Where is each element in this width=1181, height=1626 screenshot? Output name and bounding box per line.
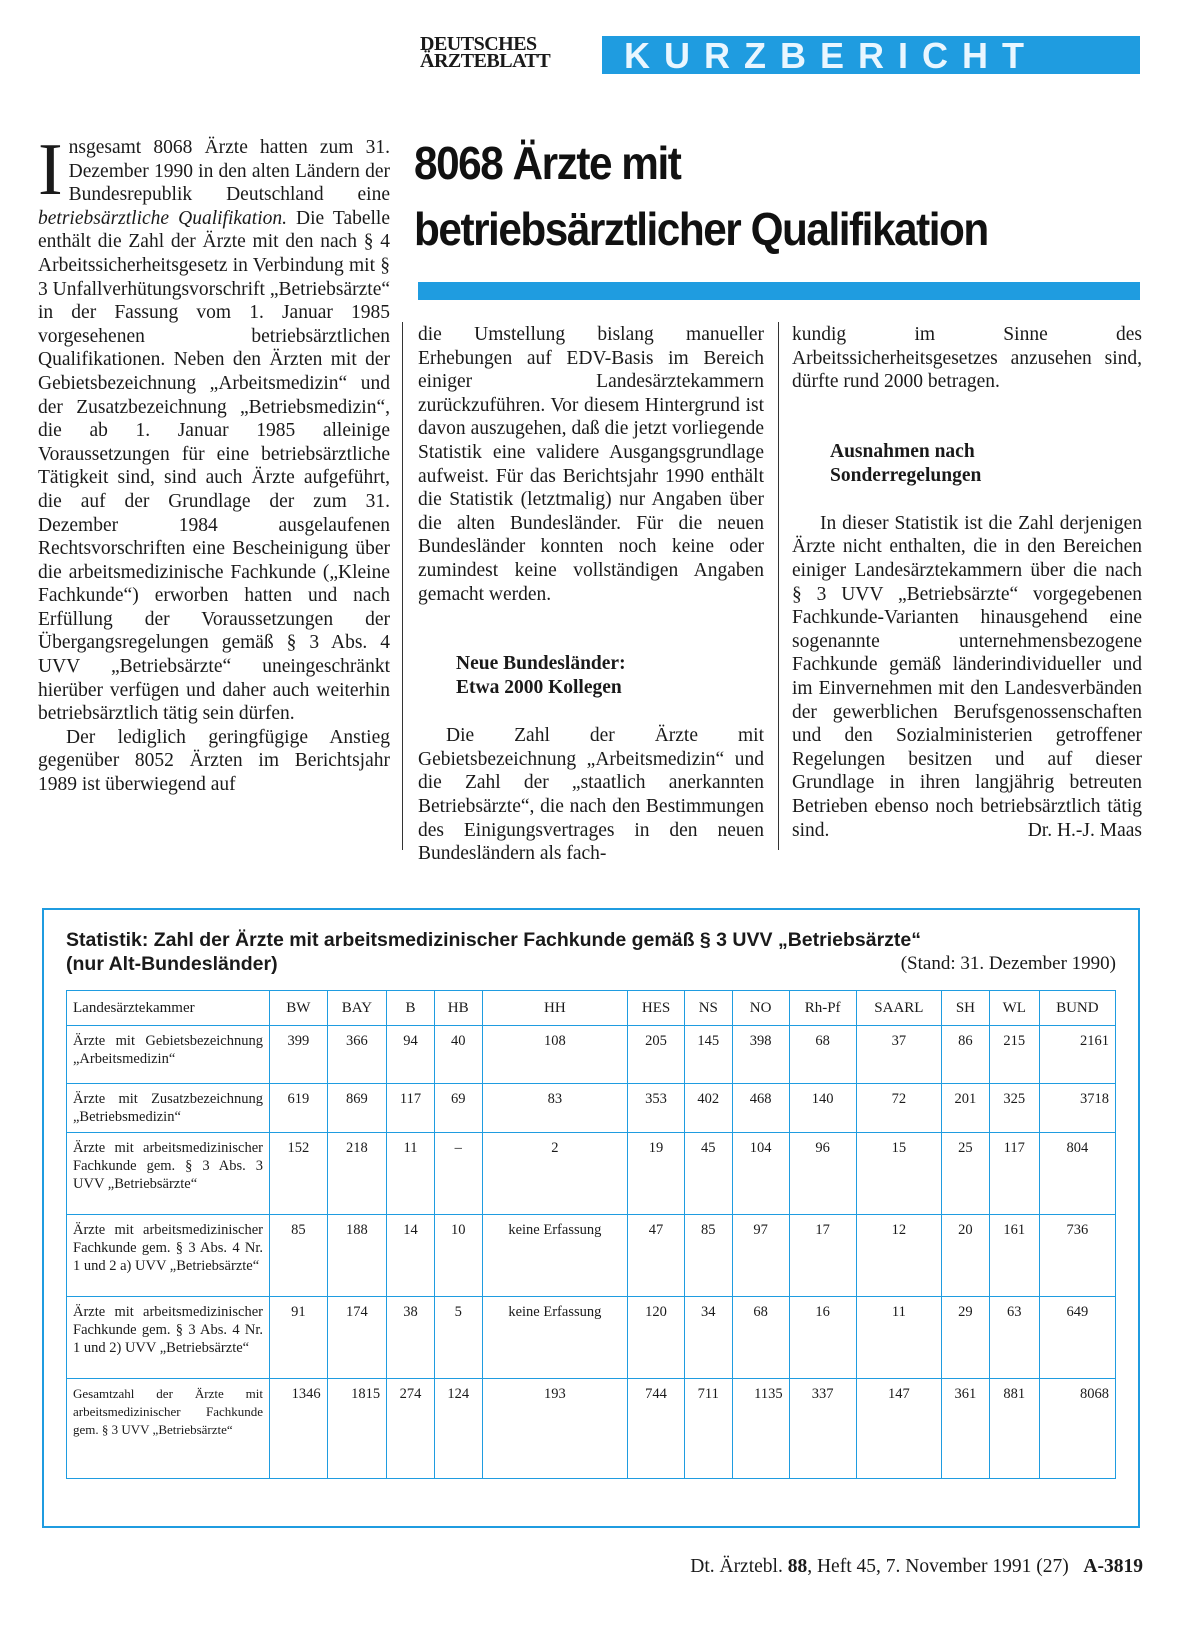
table-cell: 337 [789,1379,856,1479]
table-cell: 86 [942,1026,990,1084]
column-divider [402,322,403,850]
table-title-line2: (nur Alt-Bundesländer) [66,953,278,975]
headline-line1: 8068 Ärzte mit [414,137,681,189]
table-cell: 174 [327,1297,386,1379]
table-cell: 5 [434,1297,482,1379]
table-cell: 711 [684,1379,732,1479]
column-header: BUND [1039,991,1115,1026]
paragraph: Die Zahl der Ärzte mit Gebietsbezeichnung „Arbeitsmedizin“ und die Zahl der „staatlich anerkannten Betriebsärzte“, die nach den Bestimmungen des Einigungsvertrages in den neuen Bundesländern als fach- [418,725,764,865]
table-cell: 20 [942,1215,990,1297]
table-cell: keine Erfassung [482,1297,628,1379]
column-header: B [387,991,435,1026]
table-cell: 399 [270,1026,328,1084]
paragraph: Der lediglich geringfügige Anstieg gegenüber 8052 Ärzten im Berichtsjahr 1989 ist überwiegend auf [38,726,390,796]
table-cell: 325 [989,1084,1039,1133]
column-header: SH [942,991,990,1026]
table-cell: 120 [628,1297,685,1379]
masthead-line1: DEUTSCHES [420,33,537,55]
column-header: WL [989,991,1039,1026]
table-cell: 353 [628,1084,685,1133]
table-cell: 161 [989,1215,1039,1297]
footer-citation: Dt. Ärztebl. [690,1556,788,1577]
table-cell: 97 [732,1215,789,1297]
table-cell: 83 [482,1084,628,1133]
column-header: Rh-Pf [789,991,856,1026]
table-cell: 17 [789,1215,856,1297]
table-row [67,1084,1116,1133]
table-cell: 619 [270,1084,328,1133]
article-column-3 [792,323,1142,842]
row-label: Gesamtzahl der Ärzte mit arbeitsmedizinischer Fachkunde gem. § 3 UVV „Betriebsärzte“ [67,1379,270,1479]
table-cell: 40 [434,1026,482,1084]
table-row [67,1379,1116,1479]
footer-page-number: A-3819 [1083,1556,1143,1577]
table-cell: 12 [856,1215,941,1297]
table-cell: 69 [434,1084,482,1133]
table-title [66,928,1116,976]
table-cell: 63 [989,1297,1039,1379]
footer-volume: 88 [787,1556,808,1577]
table-cell: 145 [684,1026,732,1084]
section-banner: KURZBERICHT [602,36,1140,74]
table-cell: 14 [387,1215,435,1297]
table-cell: 117 [387,1084,435,1133]
table-cell: 1135 [732,1379,789,1479]
statistics-table-box [42,908,1140,1528]
table-cell: 68 [789,1026,856,1084]
column-header: HB [434,991,482,1026]
table-cell: 804 [1039,1133,1115,1215]
table-cell: 218 [327,1133,386,1215]
table-cell: 3718 [1039,1084,1115,1133]
table-cell: 91 [270,1297,328,1379]
column-header: BW [270,991,328,1026]
table-date: (Stand: 31. Dezember 1990) [900,953,1116,974]
table-cell: 47 [628,1215,685,1297]
table-cell: 366 [327,1026,386,1084]
table-cell: 124 [434,1379,482,1479]
column-divider [778,322,779,850]
footer-issue: , Heft 45, 7. November 1991 (27) [807,1556,1069,1577]
table-cell: 11 [856,1297,941,1379]
table-cell: 468 [732,1084,789,1133]
table-cell: 274 [387,1379,435,1479]
paragraph: kundig im Sinne des Arbeitssicherheitsgesetzes anzusehen sind, dürfte rund 2000 betragen. [792,324,1142,393]
headline-rule [418,282,1140,300]
table-cell: 744 [628,1379,685,1479]
table-header-row [67,991,1116,1026]
table-cell: 1815 [327,1379,386,1479]
column-header: NO [732,991,789,1026]
table-cell: 94 [387,1026,435,1084]
table-cell: 147 [856,1379,941,1479]
table-cell: keine Erfassung [482,1215,628,1297]
column-header: BAY [327,991,386,1026]
column-header: HES [628,991,685,1026]
column-header: NS [684,991,732,1026]
article-column-1 [38,129,390,797]
table-cell: 140 [789,1084,856,1133]
subheading [456,652,764,700]
drop-cap: I [38,129,63,211]
table-cell: 11 [387,1133,435,1215]
row-label: Ärzte mit Gebietsbezeichnung „Arbeitsmedizin“ [67,1026,270,1084]
subheading-line2: Sonderregelungen [830,464,982,486]
table-row [67,1215,1116,1297]
column-header: HH [482,991,628,1026]
table-cell: 10 [434,1215,482,1297]
page-footer [690,1556,1143,1578]
masthead-line2: ÄRZTEBLATT [420,50,551,72]
paragraph [38,129,390,726]
table-row [67,1133,1116,1215]
table-cell: 16 [789,1297,856,1379]
row-label: Ärzte mit arbeitsmedizinischer Fachkunde gem. § 3 Abs. 3 UVV „Betriebsärzte“ [67,1133,270,1215]
table-cell: 15 [856,1133,941,1215]
text: nsgesamt 8068 Ärzte hatten zum 31. Dezember 1990 in den alten Ländern der Bundesrepublik Deutschland eine [68,137,390,206]
table-cell: 736 [1039,1215,1115,1297]
table-cell: – [434,1133,482,1215]
table-cell: 117 [989,1133,1039,1215]
table-cell: 29 [942,1297,990,1379]
headline-line2: betriebsärztlicher Qualifikation [414,203,988,255]
table-cell: 193 [482,1379,628,1479]
table-cell: 205 [628,1026,685,1084]
table-cell: 85 [684,1215,732,1297]
table-cell: 38 [387,1297,435,1379]
table-cell: 215 [989,1026,1039,1084]
row-label: Ärzte mit arbeitsmedizinischer Fachkunde gem. § 3 Abs. 4 Nr. 1 und 2) UVV „Betriebsärzte“ [67,1297,270,1379]
headline [414,130,1086,262]
table-row [67,1026,1116,1084]
table-cell: 188 [327,1215,386,1297]
table-cell: 25 [942,1133,990,1215]
table-cell: 104 [732,1133,789,1215]
paragraph: In dieser Statistik ist die Zahl derjenigen Ärzte nicht enthalten, die in den Bereichen einiger Landesärztekammern über die nach § 3 UVV „Betriebsärzte“ vorgegebenen Fachkunde-Varianten hinausgehend eine sogenannte unternehmensbezogene Fachkunde gemäß länderindividueller und im Einvernehmen mit den Landesverbänden der gewerblichen Berufsgenossenschaften und den Sozialministerien getroffener Regelungen besitzen und auf dieser Grundlage in ihren langjährig betreuten Betrieben ebenso noch betriebsärztlich tätig sind. [792,512,1142,841]
subheading-line1: Ausnahmen nach [830,440,975,462]
table-cell: 402 [684,1084,732,1133]
table-cell: 96 [789,1133,856,1215]
table-title-line1: Statistik: Zahl der Ärzte mit arbeitsmedizinischer Fachkunde gemäß § 3 UVV „Betriebsärzte“ [66,929,922,951]
table-cell: 34 [684,1297,732,1379]
table-cell: 72 [856,1084,941,1133]
table-cell: 869 [327,1084,386,1133]
table-body [67,1026,1116,1479]
table-cell: 881 [989,1379,1039,1479]
article-column-2 [418,323,764,866]
table-cell: 19 [628,1133,685,1215]
table-cell: 201 [942,1084,990,1133]
table-cell: 68 [732,1297,789,1379]
table-cell: 45 [684,1133,732,1215]
row-label: Ärzte mit Zusatzbezeichnung „Betriebsmedizin“ [67,1084,270,1133]
author-byline: Dr. H.-J. Maas [1027,819,1142,841]
table-cell: 1346 [270,1379,328,1479]
subheading-line2: Etwa 2000 Kollegen [456,677,622,699]
table-cell: 649 [1039,1297,1115,1379]
subheading-line1: Neue Bundesländer: [456,653,626,675]
text: Die Tabelle enthält die Zahl der Ärzte mit den nach § 4 Arbeitssicherheitsgesetz in Verbindung mit § 3 Unfallverhütungsvorschrift „Betriebsärzte“ in der Fassung vom 1. Januar 1985 vorgesehenen betriebsärztlichen Qualifikationen. Neben den Ärzten mit der Gebietsbezeichnung „Arbeitsmedizin“ und der Zusatzbezeichnung „Betriebsmedizin“, die ab 1. Januar 1985 alleinige Voraussetzungen für eine betriebsärztliche Tätigkeit sind, sind auch Ärzte aufgeführt, die auf der Grundlage der zum 31. Dezember 1984 ausgelaufenen Rechtsvorschriften eine Bescheinigung über die arbeitsmedizinische Fachkunde („Kleine Fachkunde“) erworben hatten und nach Erfüllung der Voraussetzungen der Übergangsregelungen gemäß § 3 Abs. 4 UVV „Betriebsärzte“ uneingeschränkt hierüber verfügen und daher auch weiterhin betriebsärztlich tätig sein dürfen. [38,207,390,725]
subheading [830,440,1142,488]
table-cell: 2161 [1039,1026,1115,1084]
emphasis-text: betriebsärztliche Qualifikation. [38,207,287,229]
table-cell: 398 [732,1026,789,1084]
table-cell: 2 [482,1133,628,1215]
table-cell: 8068 [1039,1379,1115,1479]
table-cell: 108 [482,1026,628,1084]
table-cell: 361 [942,1379,990,1479]
paragraph: die Umstellung bislang manueller Erhebungen auf EDV-Basis im Bereich einiger Landesärztekammern zurückzuführen. Vor diesem Hintergrund ist davon auszugehen, daß die jetzt vorliegende Statistik eine validere Ausgangsgrundlage aufweist. Für das Berichtsjahr 1990 enthält die Statistik (letztmalig) nur Angaben über die alten Bundesländer. Für die neuen Bundesländer konnten noch keine oder zumindest keine vollständigen Angaben gemacht werden. [418,324,764,605]
table-cell: 37 [856,1026,941,1084]
table-cell: 85 [270,1215,328,1297]
table-row [67,1297,1116,1379]
row-label: Ärzte mit arbeitsmedizinischer Fachkunde gem. § 3 Abs. 4 Nr. 1 und 2 a) UVV „Betriebsärzte“ [67,1215,270,1297]
statistics-table [66,990,1116,1479]
column-header: Landesärztekammer [67,991,270,1026]
column-header: SAARL [856,991,941,1026]
table-cell: 152 [270,1133,328,1215]
masthead-logo [420,33,551,72]
